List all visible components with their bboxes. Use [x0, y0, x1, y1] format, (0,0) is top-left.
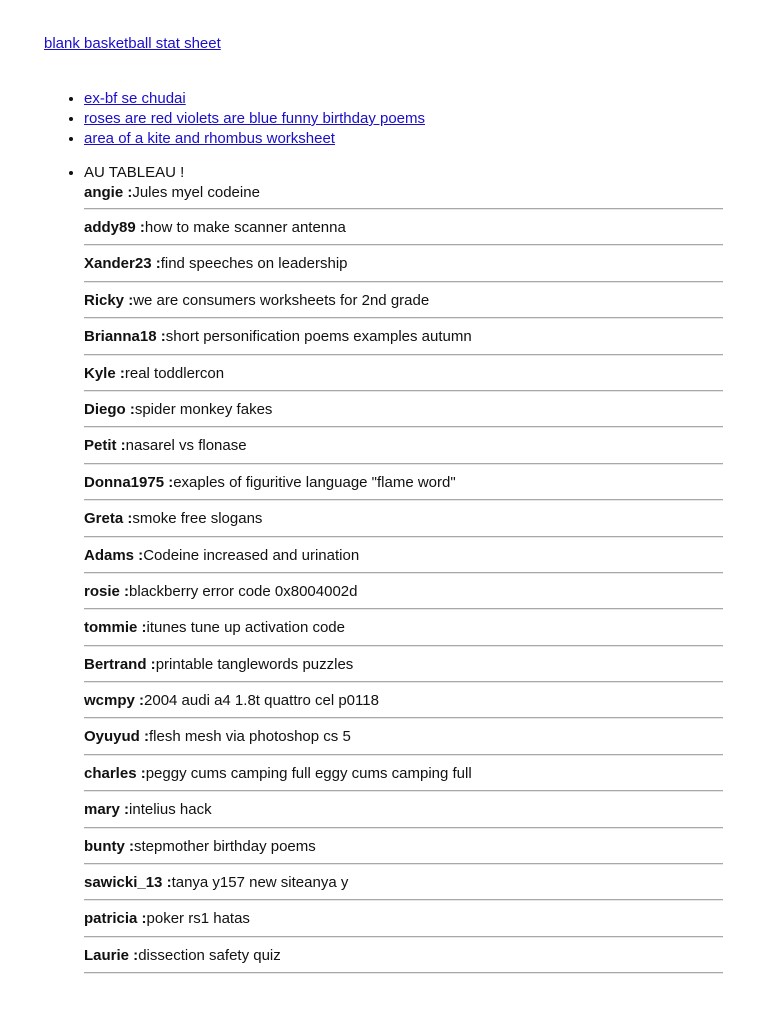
comment-text: intelius hack	[129, 801, 212, 819]
comment-entry	[84, 391, 723, 427]
comment-user: tommie :	[84, 619, 147, 637]
comment-user: Xander23 :	[84, 255, 161, 273]
entries-list	[84, 183, 723, 973]
comment-text: smoke free slogans	[132, 510, 263, 528]
comment-entry	[84, 609, 723, 645]
comment-row	[84, 209, 723, 245]
comment-entry	[84, 718, 723, 754]
comment-text: we are consumers worksheets for 2nd grade	[133, 291, 430, 309]
comment-row	[84, 464, 723, 500]
comment-user: angie :	[84, 184, 133, 201]
top-link[interactable]: blank basketball stat sheet	[44, 35, 221, 52]
comment-user: Ricky :	[84, 291, 134, 309]
list-item	[84, 109, 425, 129]
comment-row	[84, 755, 723, 791]
comment-row	[84, 791, 723, 827]
comment-user: Petit :	[84, 437, 126, 455]
link-item[interactable]: ex-bf se chudai	[84, 90, 186, 107]
comment-row	[84, 537, 723, 573]
comment-text: poker rs1 hatas	[146, 910, 250, 928]
comment-row	[84, 573, 723, 609]
link-item[interactable]: roses are red violets are blue funny birthday poems	[84, 110, 426, 127]
link-list	[44, 89, 425, 149]
comment-entry	[84, 791, 723, 827]
comment-user: Donna1975 :	[84, 473, 174, 491]
comment-entry	[84, 245, 723, 281]
comment-user: Adams :	[84, 546, 144, 564]
comment-entry	[84, 828, 723, 864]
comment-entry	[84, 282, 723, 318]
comment-user: addy89 :	[84, 219, 145, 236]
comment-text: dissection safety quiz	[138, 946, 281, 964]
comment-user: Laurie :	[84, 946, 139, 964]
comment-user: charles :	[84, 764, 146, 782]
comment-entry	[84, 183, 723, 209]
comment-row	[84, 500, 723, 536]
comment-text: Codeine increased and urination	[143, 546, 360, 564]
comment-text: how to make scanner antenna	[144, 219, 346, 236]
list-item	[84, 89, 425, 109]
comment-text: tanya y157 new siteanya y	[171, 874, 349, 892]
comment-user: Oyuyud :	[84, 728, 150, 746]
comment-row	[84, 646, 723, 682]
comment-user: patricia :	[84, 910, 147, 928]
comment-row	[84, 609, 723, 645]
comment-row	[84, 391, 723, 427]
comment-entry	[84, 864, 723, 900]
comment-text: spider monkey fakes	[134, 400, 273, 418]
comment-row	[84, 245, 723, 281]
comment-user: bunty :	[84, 837, 134, 855]
comment-user: Greta :	[84, 510, 133, 528]
comment-entry	[84, 937, 723, 973]
comment-row	[84, 718, 723, 754]
comment-entry	[84, 682, 723, 718]
comment-row	[84, 318, 723, 354]
comment-text: short personification poems examples autumn	[165, 328, 472, 346]
comment-text: stepmother birthday poems	[134, 837, 316, 855]
comment-user: Diego :	[84, 400, 135, 418]
comment-entry	[84, 900, 723, 936]
comment-text: flesh mesh via photoshop cs 5	[149, 728, 351, 746]
comment-text: Jules myel codeine	[132, 184, 260, 201]
comment-entry	[84, 318, 723, 354]
comment-user: rosie :	[84, 582, 130, 600]
list-item	[84, 129, 425, 149]
comment-user: Brianna18 :	[84, 328, 166, 346]
comment-entry	[84, 537, 723, 573]
comment-row	[84, 828, 723, 864]
comment-user: Bertrand :	[84, 655, 156, 673]
comment-text: blackberry error code 0x8004002d	[129, 582, 358, 600]
comment-row	[84, 900, 723, 936]
comment-user: Kyle :	[84, 364, 125, 382]
comment-text: peggy cums camping full eggy cums camping full	[145, 764, 472, 782]
comment-user: mary :	[84, 801, 130, 819]
comment-row	[84, 937, 723, 973]
comment-user: sawicki_13 :	[84, 874, 172, 892]
comment-text: printable tanglewords puzzles	[155, 655, 354, 673]
comment-entry	[84, 500, 723, 536]
comment-entry	[84, 355, 723, 391]
comment-entry	[84, 464, 723, 500]
comment-row	[84, 427, 723, 463]
tableau-title: • AU TABLEAU !	[84, 164, 185, 181]
comment-row	[84, 355, 723, 391]
comment-text: find speeches on leadership	[160, 255, 348, 273]
comment-entry	[84, 573, 723, 609]
comment-entry	[84, 209, 723, 245]
comment-row	[84, 682, 723, 718]
comment-row	[84, 183, 723, 209]
comment-text: real toddlercon	[124, 364, 225, 382]
comment-row	[84, 282, 723, 318]
comment-row	[84, 864, 723, 900]
comment-text: 2004 audi a4 1.8t quattro cel p0118	[144, 692, 379, 710]
link-item[interactable]: area of a kite and rhombus worksheet	[84, 130, 335, 147]
comment-entry	[84, 755, 723, 791]
comment-entry	[84, 646, 723, 682]
comment-entry	[84, 427, 723, 463]
comment-text: itunes tune up activation code	[146, 619, 345, 637]
comment-user: wcmpy :	[84, 692, 145, 710]
comment-text: exaples of figuritive language "flame word"	[173, 473, 456, 491]
comment-text: nasarel vs flonase	[125, 437, 247, 455]
tableau-section	[84, 163, 723, 973]
tableau-list	[44, 163, 723, 973]
